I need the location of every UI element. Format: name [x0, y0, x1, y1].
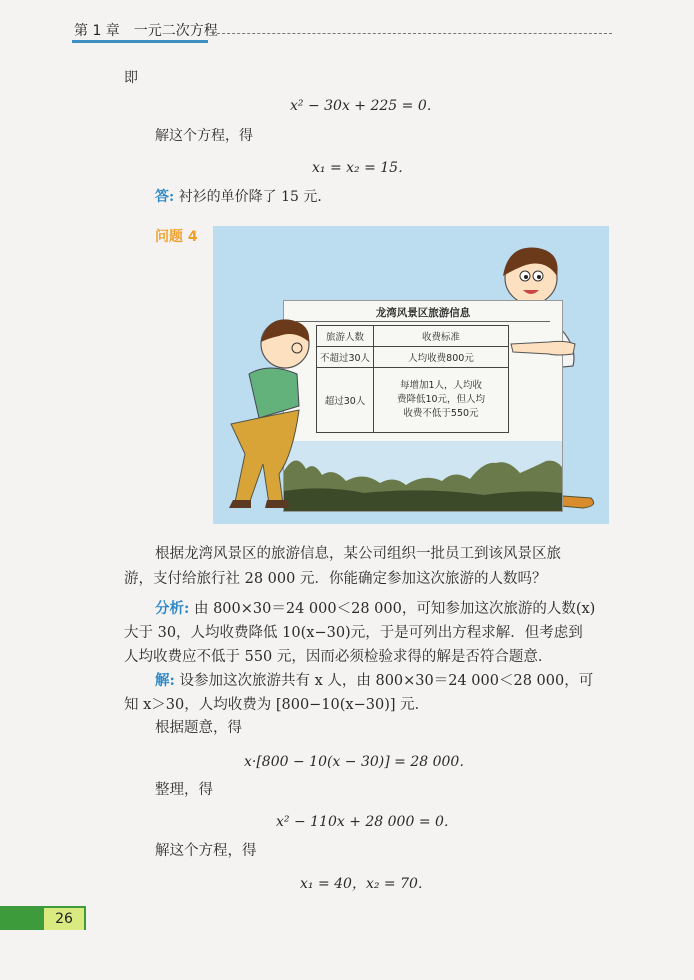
- pointing-hand-icon: [509, 334, 579, 360]
- analysis-line-1: [155, 596, 595, 622]
- sign-title: 龙湾风景区旅游信息: [375, 307, 471, 319]
- rule-line-2: 费降低10元，但人均: [396, 394, 486, 405]
- problem-text-line-2: 游，支付给旅行社 28 000 元．你能确定参加这次旅游的人数吗？: [124, 571, 547, 587]
- solution-line-1: [155, 668, 593, 694]
- solution-text-1: 设参加这次旅游共有 x 人，由 800×30＝24 000＜28 000，可: [179, 673, 594, 689]
- analysis-line-3: 人均收费应不低于 550 元，因而必须检验求得的解是否符合题意．: [124, 649, 553, 665]
- scenic-area-illustration: [213, 226, 609, 524]
- answer-text: 衬衫的单价降了 15 元．: [178, 189, 332, 205]
- solution-label: 解:: [155, 672, 175, 689]
- rule-line-3: 收费不低于550元: [403, 408, 479, 419]
- mountain-scenery: [284, 441, 562, 511]
- equation-4: x² − 110x + 28 000 = 0．: [276, 814, 458, 830]
- equation-3: x·[800 − 10(x − 30)] = 28 000．: [244, 754, 474, 770]
- text-solve-1: 解这个方程，得: [155, 128, 253, 144]
- table-header-fee: 收费标准: [374, 326, 509, 347]
- text-ji: 即: [124, 70, 138, 86]
- text-simplify: 整理，得: [155, 782, 213, 798]
- header-dashed-rule: [212, 33, 612, 34]
- table-cell-800: 人均收费800元: [374, 347, 509, 368]
- chapter-header: 第 1 章 一元二次方程: [74, 23, 218, 39]
- problem-label: 问题 4: [155, 229, 198, 245]
- page-number: 26: [44, 908, 84, 930]
- analysis-text-1: 由 800×30＝24 000＜28 000，可知参加这次旅游的人数(x): [193, 601, 596, 617]
- table-cell-gt30: 超过30人: [317, 368, 374, 433]
- sign-title-rule: [296, 321, 550, 322]
- boy-left-figure: [219, 314, 315, 514]
- equation-1: x² − 30x + 225 = 0．: [290, 98, 441, 114]
- info-sign: [283, 300, 563, 512]
- rule-line-1: 每增加1人，人均收: [399, 380, 483, 391]
- table-cell-le30: 不超过30人: [317, 347, 374, 368]
- analysis-line-2: 大于 30，人均收费降低 10(x−30)元，于是可列出方程求解．但考虑到: [124, 625, 583, 641]
- table-header-people: 旅游人数: [317, 326, 374, 347]
- text-by-meaning: 根据题意，得: [155, 720, 242, 736]
- answer-line: [155, 187, 331, 207]
- analysis-label: 分析:: [155, 600, 190, 617]
- table-cell-rule: [374, 368, 509, 433]
- answer-label: 答:: [155, 189, 175, 205]
- equation-5: x₁ = 40，x₂ = 70．: [300, 876, 432, 892]
- fee-table: [316, 325, 509, 433]
- equation-2: x₁ = x₂ = 15．: [312, 160, 413, 176]
- text-solve-2: 解这个方程，得: [155, 843, 257, 859]
- solution-line-2: 知 x＞30，人均收费为 [800−10(x−30)] 元．: [124, 697, 430, 713]
- problem-text-line-1: 根据龙湾风景区的旅游信息，某公司组织一批员工到该风景区旅: [155, 546, 561, 562]
- header-underline: [72, 40, 208, 43]
